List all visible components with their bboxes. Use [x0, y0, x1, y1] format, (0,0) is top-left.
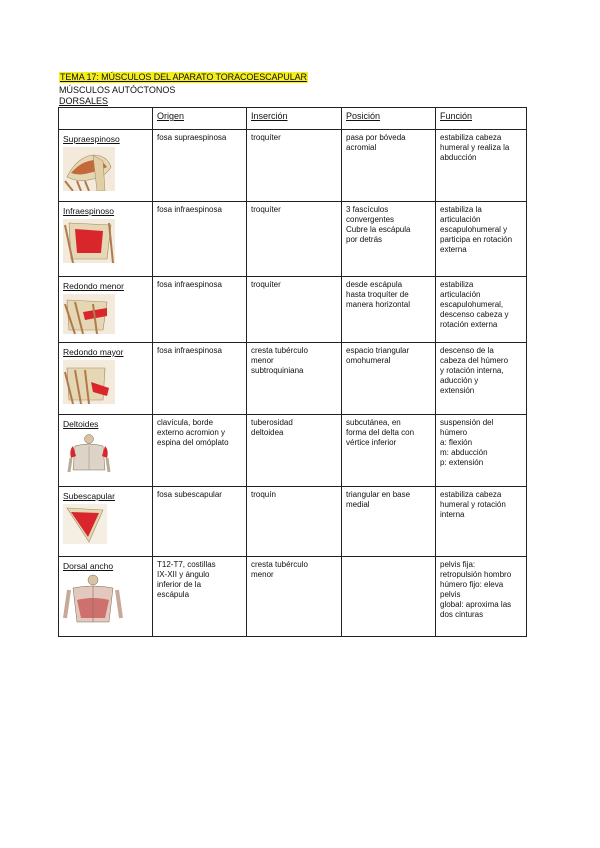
- table-row: [59, 343, 527, 415]
- shoulder-muscle-illustration: [63, 147, 115, 191]
- muscle-name-cell: [59, 487, 153, 557]
- muscle-name-cell: [59, 277, 153, 343]
- insercion-cell: [247, 202, 342, 277]
- section-heading: DORSALES: [59, 96, 109, 106]
- insercion-text: cresta tubérculo menor subtroquiniana: [251, 346, 308, 375]
- funcion-cell: [436, 343, 527, 415]
- origen-cell: [153, 277, 247, 343]
- origen-cell: [153, 415, 247, 487]
- upper-body-illustration: [63, 432, 115, 472]
- origen-cell: [153, 557, 247, 637]
- header-label: Inserción: [251, 111, 288, 121]
- insercion-text: cresta tubérculo menor: [251, 560, 308, 579]
- funcion-cell: [436, 202, 527, 277]
- header-label: Origen: [157, 111, 185, 121]
- insercion-cell: [247, 130, 342, 202]
- muscle-name-cell: [59, 557, 153, 637]
- funcion-text: suspensión del húmero a: flexión m: abducción p: extensión: [440, 418, 494, 467]
- muscle-name-cell: [59, 343, 153, 415]
- table-row: [59, 202, 527, 277]
- posicion-cell: [342, 487, 436, 557]
- origen-text: fosa subescapular: [157, 490, 222, 499]
- document-title: TEMA 17: MÚSCULOS DEL APARATO TORACOESCAPULAR: [60, 72, 307, 82]
- header-label: Posición: [346, 111, 381, 121]
- origen-cell: [153, 487, 247, 557]
- posicion-cell: [342, 343, 436, 415]
- origen-text: T12-T7, costillas IX-XII y ángulo inferior de la escápula: [157, 560, 216, 599]
- funcion-cell: [436, 415, 527, 487]
- funcion-cell: [436, 130, 527, 202]
- header-cell-empty: [59, 108, 153, 130]
- muscle-name-cell: [59, 415, 153, 487]
- posicion-text: pasa por bóveda acromial: [346, 133, 406, 152]
- origen-text: fosa infraespinosa: [157, 205, 222, 214]
- muscle-name: Deltoides: [63, 419, 99, 429]
- origen-cell: [153, 130, 247, 202]
- muscle-name-cell: [59, 130, 153, 202]
- muscle-name: Redondo mayor: [63, 347, 124, 357]
- back-muscles-illustration: [63, 574, 123, 624]
- header-insercion: [247, 108, 342, 130]
- insercion-cell: [247, 415, 342, 487]
- table-row: [59, 277, 527, 343]
- posicion-cell: [342, 202, 436, 277]
- insercion-cell: [247, 557, 342, 637]
- posicion-text: espacio triangular omohumeral: [346, 346, 410, 365]
- funcion-text: estabiliza articulación escapulohumeral, descenso cabeza y rotación externa: [440, 280, 509, 329]
- insercion-text: troquín: [251, 490, 276, 499]
- document-subtitle: MÚSCULOS AUTÓCTONOS: [59, 85, 176, 95]
- posicion-text: desde escápula hasta troquíter de manera horizontal: [346, 280, 411, 309]
- funcion-cell: [436, 487, 527, 557]
- posicion-cell: [342, 415, 436, 487]
- muscle-name: Subescapular: [63, 491, 115, 501]
- header-posicion: [342, 108, 436, 130]
- funcion-text: pelvis fija: retropulsión hombro húmero fijo: eleva pelvis global: aproxima las dos cinturas: [440, 560, 512, 619]
- insercion-text: troquíter: [251, 133, 281, 142]
- funcion-text: estabiliza la articulación escapulohumeral y participa en rotación externa: [440, 205, 513, 254]
- shoulder-muscle-illustration: [63, 360, 115, 404]
- muscle-name: Redondo menor: [63, 281, 124, 291]
- insercion-text: tuberosidad deltoidea: [251, 418, 293, 437]
- scapula-illustration: [63, 504, 107, 544]
- muscle-name: Dorsal ancho: [63, 561, 114, 571]
- posicion-text: 3 fascículos convergentes Cubre la escápula por detrás: [346, 205, 411, 244]
- origen-text: fosa infraespinosa: [157, 280, 222, 289]
- origen-text: clavícula, borde externo acromion y espina del omóplato: [157, 418, 229, 447]
- posicion-text: subcutánea, en forma del delta con vértice inferior: [346, 418, 415, 447]
- origen-cell: [153, 343, 247, 415]
- table-row: [59, 130, 527, 202]
- muscle-name: Supraespinoso: [63, 134, 120, 144]
- posicion-cell: [342, 557, 436, 637]
- insercion-cell: [247, 343, 342, 415]
- funcion-text: estabiliza cabeza humeral y realiza la abducción: [440, 133, 510, 162]
- muscle-name: Infraespinoso: [63, 206, 115, 216]
- posicion-cell: [342, 277, 436, 343]
- shoulder-muscle-illustration: [63, 294, 115, 334]
- origen-text: fosa supraespinosa: [157, 133, 227, 142]
- posicion-text: triangular en base medial: [346, 490, 411, 509]
- funcion-text: descenso de la cabeza del húmero y rotación interna, aducción y extensión: [440, 346, 509, 395]
- table-row: [59, 415, 527, 487]
- origen-text: fosa infraespinosa: [157, 346, 222, 355]
- header-label: Función: [440, 111, 473, 121]
- funcion-cell: [436, 277, 527, 343]
- insercion-cell: [247, 277, 342, 343]
- muscles-table: [58, 107, 527, 637]
- table-row: [59, 557, 527, 637]
- origen-cell: [153, 202, 247, 277]
- muscle-name-cell: [59, 202, 153, 277]
- table-row: [59, 487, 527, 557]
- shoulder-muscle-illustration: [63, 219, 115, 263]
- header-funcion: [436, 108, 527, 130]
- funcion-text: estabiliza cabeza humeral y rotación interna: [440, 490, 506, 519]
- table-header-row: [59, 108, 527, 130]
- funcion-cell: [436, 557, 527, 637]
- insercion-cell: [247, 487, 342, 557]
- posicion-cell: [342, 130, 436, 202]
- insercion-text: troquíter: [251, 280, 281, 289]
- header-origen: [153, 108, 247, 130]
- insercion-text: troquíter: [251, 205, 281, 214]
